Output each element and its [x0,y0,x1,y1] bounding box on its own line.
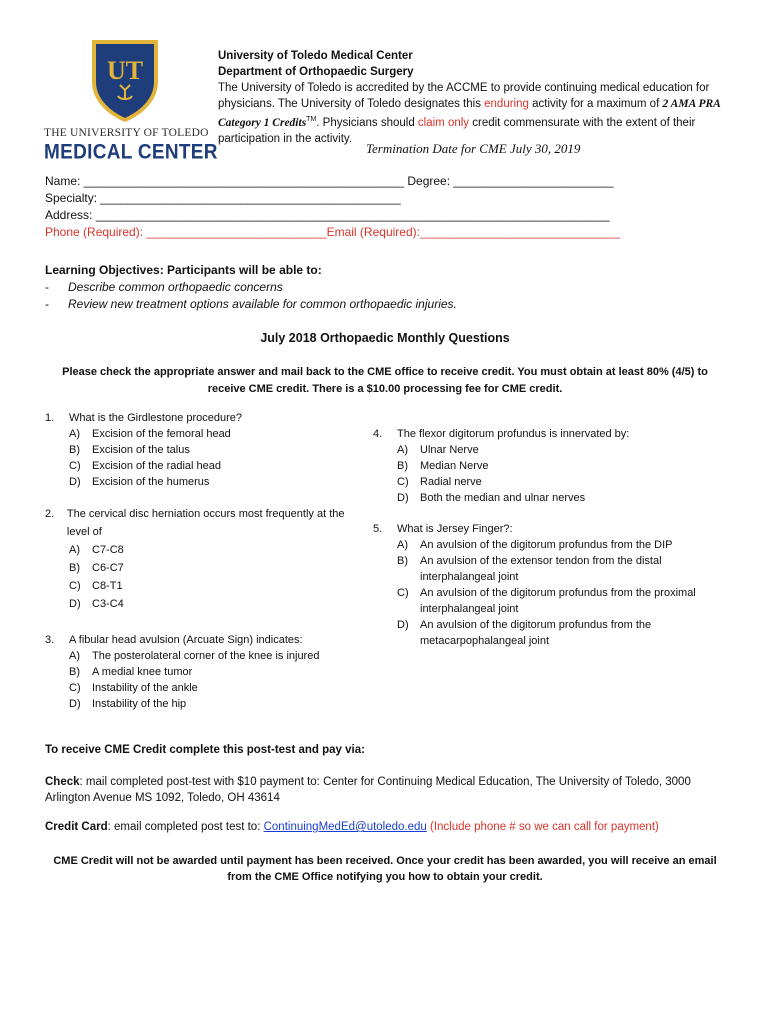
header-block [218,48,738,147]
option-letter: A) [397,539,408,551]
option-letter: A) [69,650,80,662]
option-text: C8-T1 [92,580,123,592]
option-letter: D) [69,598,81,610]
option-text: Excision of the radial head [92,460,222,472]
cme-email-link[interactable]: ContinuingMedEd@utoledo.edu [263,821,427,833]
answer-option[interactable] [397,458,713,474]
option-letter: A) [397,444,408,456]
option-letter: A) [69,428,80,440]
text: credit commensurate with the extent of their [469,116,696,129]
answer-option[interactable] [69,696,355,712]
objective-item [45,296,457,313]
question-stem [373,426,713,442]
answer-option[interactable] [397,490,713,506]
instructions [55,364,715,398]
email-label: Email (Required):______________________________ [326,225,621,239]
termination-date: Termination Date for CME July 30, 2019 [366,141,581,156]
final-notice-line: from the CME Office notifying you how to obtain your credit. [227,871,543,883]
receive-credit-heading: To receive CME Credit complete this post-test and pay via: [45,744,365,756]
question-number: 5. [373,523,383,535]
option-text: C7-C8 [92,544,124,556]
option-letter: D) [397,492,409,504]
credit-card-label: Credit Card [45,821,108,833]
phone-label: Phone (Required): ___________________________ [45,225,327,239]
option-text: Excision of the femoral head [92,428,231,440]
option-text: An avulsion of the digitorum profundus from the proximal interphalangeal joint [420,587,696,615]
credit-card-payment [45,821,659,833]
option-text: Radial nerve [420,476,482,488]
monthly-questions-title: July 2018 Orthopaedic Monthly Questions [260,331,510,345]
accreditation-line-1: The University of Toledo is accredited by the ACCME to provide continuing medical education for [218,82,710,94]
specialty-field[interactable]: Specialty: _____________________________________________ [45,191,401,205]
question-3 [45,632,355,712]
question-number: 3. [45,634,55,646]
answer-option[interactable] [69,559,355,577]
option-letter: C) [397,587,409,599]
option-text: The posterolateral corner of the knee is injured [92,650,320,662]
option-text: Excision of the humerus [92,476,210,488]
option-text: An avulsion of the digitorum profundus from the metacarpophalangeal joint [420,619,652,647]
address-field[interactable]: Address: _____________________________________________________________________________ [45,208,610,222]
answer-option[interactable] [69,664,355,680]
question-stem [45,632,355,648]
option-letter: C) [397,476,409,488]
answer-option[interactable] [397,474,713,490]
option-text: Median Nerve [420,460,489,472]
final-notice [35,853,735,885]
question-number: 4. [373,428,383,440]
answer-option[interactable] [69,595,355,613]
instructions-line: Please check the appropriate answer and mail back to the CME office to receive credit. You must obtain at least 80% (4/5) to [62,366,708,378]
check-text: : mail completed post-test with $10 payment to: Center for Continuing Medical Education, The University of Toledo, 3000 Arlington Avenue MS 1092, Toledo, OH 43614 [45,776,691,804]
answer-option[interactable] [69,426,355,442]
question-text: The flexor digitorum profundus is innervated by: [397,428,630,440]
text: activity for a maximum of [528,98,663,110]
instructions-line: receive CME credit. There is a $10.00 processing fee for CME credit. [207,383,563,395]
university-logo [44,38,218,168]
question-1 [45,410,355,490]
question-text: A fibular head avulsion (Arcuate Sign) indicates: [69,634,303,646]
trademark: TM [306,116,317,123]
answer-option[interactable] [69,577,355,595]
final-notice-line: CME Credit will not be awarded until payment has been received. Once your credit has been awarded, you will receive an email [53,855,717,867]
option-letter: D) [397,619,409,631]
objectives-heading: Learning Objectives: Participants will be able to: [45,263,322,277]
accreditation-line-2 [218,96,738,112]
credit-card-text: : email completed post test to: [107,821,264,833]
objective-item [45,279,457,296]
question-stem [45,410,355,426]
option-letter: A) [69,544,80,556]
answer-option[interactable] [397,537,713,553]
learning-objectives [45,262,457,313]
answer-option[interactable] [397,442,713,458]
objective-text: Review new treatment options available for common orthopaedic injuries. [68,297,457,311]
question-stem [45,505,355,541]
answer-option[interactable] [397,585,713,617]
option-letter: C) [69,682,81,694]
header-department: Department of Orthopaedic Surgery [218,66,414,78]
answer-option[interactable] [69,541,355,559]
header-org: University of Toledo Medical Center [218,50,413,62]
option-text: Instability of the hip [92,698,187,710]
option-letter: B) [397,555,408,567]
option-text: Ulnar Nerve [420,444,479,456]
answer-option[interactable] [397,617,713,649]
credit-card-note: (Include phone # so we can call for payment) [426,821,659,833]
check-payment [45,774,725,806]
question-text: What is Jersey Finger?: [397,523,513,535]
question-number: 1. [45,412,55,424]
option-letter: B) [69,444,80,456]
question-number: 2. [45,508,55,520]
dash: - [45,297,49,311]
option-text: C6-C7 [92,562,124,574]
phone-email-field[interactable] [45,225,620,239]
option-text: Instability of the ankle [92,682,198,694]
question-2 [45,505,355,613]
ama-pra-text: 2 AMA PRA [662,98,721,110]
option-letter: C) [69,580,81,592]
degree-label: Degree: ________________________ [407,174,614,188]
answer-option[interactable] [69,474,355,490]
option-letter: B) [69,666,80,678]
option-letter: D) [69,476,81,488]
option-letter: B) [69,562,80,574]
option-text: An avulsion of the extensor tendon from the distal interphalangeal joint [420,555,662,583]
name-field[interactable] [45,174,614,188]
option-text: C3-C4 [92,598,124,610]
question-5 [373,521,713,649]
answer-option[interactable] [69,442,355,458]
option-letter: D) [69,698,81,710]
university-name: THE UNIVERSITY OF TOLEDO [44,127,209,139]
option-letter: B) [397,460,408,472]
claim-only-text: claim only [417,116,470,129]
question-stem [373,521,713,537]
name-label: Name: ________________________________________________ [45,174,405,188]
category-credits-text: Category 1 Credits [218,116,307,129]
option-text: An avulsion of the digitorum profundus from the DIP [420,539,673,551]
answer-option[interactable] [69,680,355,696]
option-text: Both the median and ulnar nerves [420,492,586,504]
question-text: The cervical disc herniation occurs most frequently at the level of [66,508,345,538]
answer-option[interactable] [69,458,355,474]
shield-letters: UT [106,56,144,85]
accreditation-line-3 [218,112,738,131]
option-letter: C) [69,460,81,472]
text: physicians. The University of Toledo designates this [218,98,485,110]
medical-center-wordmark: MEDICAL CENTER [44,141,218,165]
answer-option[interactable] [69,648,355,664]
text: . Physicians should [316,116,418,129]
check-label: Check [45,776,80,788]
question-text: What is the Girdlestone procedure? [69,412,243,424]
enduring-text: enduring [484,98,529,110]
question-4 [373,426,713,506]
option-text: A medial knee tumor [92,666,193,678]
accreditation-line-4: participation in the activity. [218,132,353,145]
objective-text: Describe common orthopaedic concerns [68,280,283,294]
dash: - [45,280,49,294]
option-text: Excision of the talus [92,444,190,456]
answer-option[interactable] [397,553,713,585]
